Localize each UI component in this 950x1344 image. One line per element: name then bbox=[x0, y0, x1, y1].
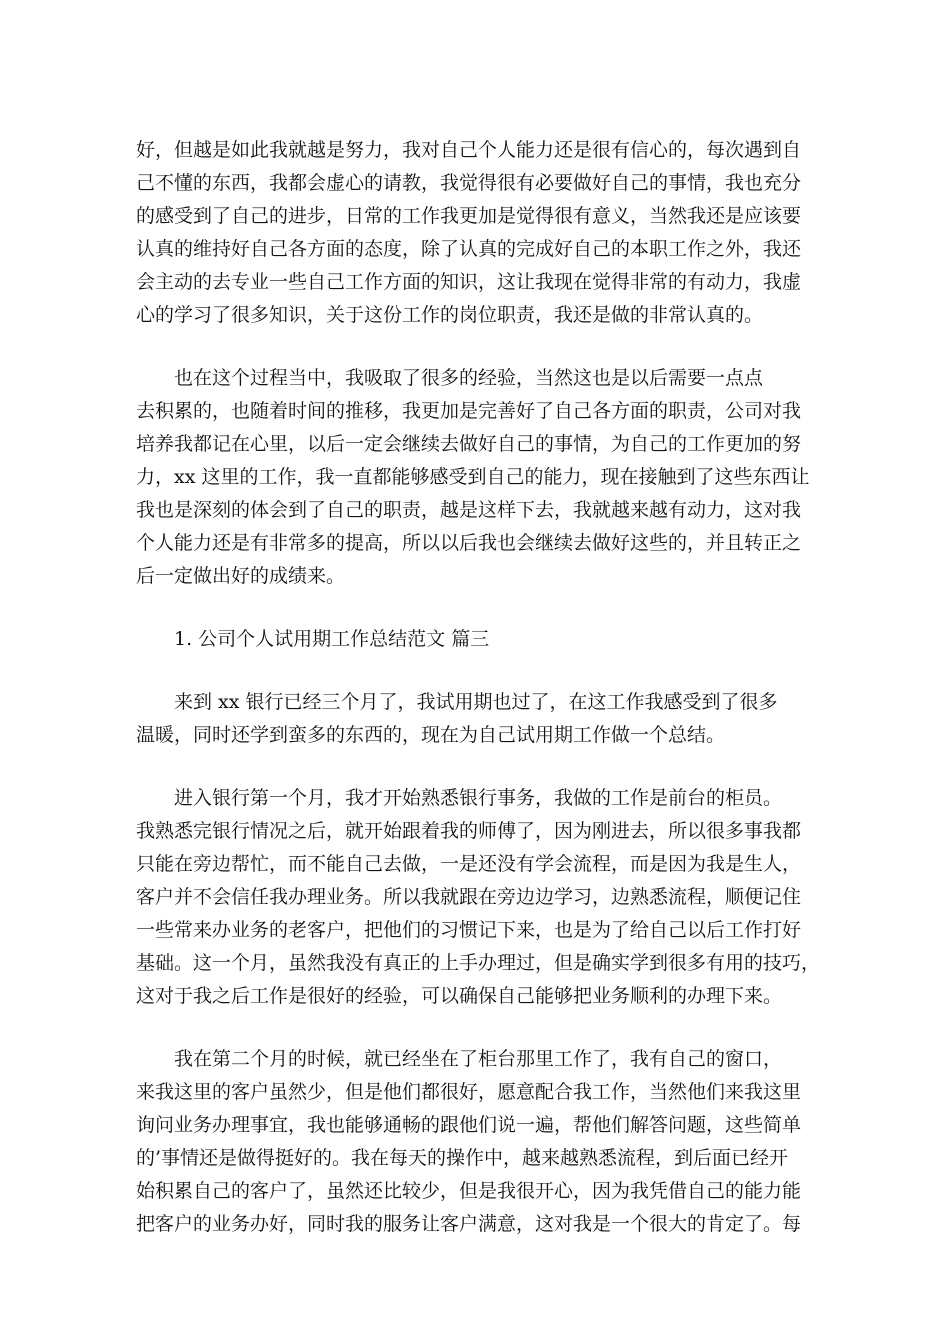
paragraph-4 bbox=[136, 782, 826, 1013]
text-line: 温暖，同时还学到蛮多的东西的，现在为自己试用期工作做一个总结。 bbox=[136, 724, 726, 746]
text-line: 把客户的业务办好，同时我的服务让客户满意，这对我是一个很大的肯定了。每 bbox=[136, 1213, 802, 1235]
document-page bbox=[136, 134, 826, 1271]
text-line: 来我这里的客户虽然少，但是他们都很好，愿意配合我工作，当然他们来我这里 bbox=[136, 1081, 802, 1103]
text-line: 好，但越是如此我就越是努力，我对自己个人能力还是很有信心的，每次遇到自 bbox=[136, 139, 802, 161]
text-line: 只能在旁边帮忙，而不能自己去做，一是还没有学会流程，而是因为我是生人， bbox=[136, 853, 802, 875]
text-line: 询问业务办理事宜，我也能够通畅的跟他们说一遍，帮他们解答问题，这些简单 bbox=[136, 1114, 802, 1136]
text-line: 己不懂的东西，我都会虚心的请教，我觉得很有必要做好自己的事情，我也充分 bbox=[136, 172, 802, 194]
text-line: 培养我都记在心里，以后一定会继续去做好自己的事情，为自己的工作更加的努 bbox=[136, 433, 802, 455]
text-line: 心的学习了很多知识，关于这份工作的岗位职责，我还是做的非常认真的。 bbox=[136, 304, 764, 326]
paragraph-1 bbox=[136, 134, 826, 332]
text-line: 客户并不会信任我办理业务。所以我就跟在旁边边学习，边熟悉流程，顺便记住 bbox=[136, 886, 802, 908]
text-line: 会主动的去专业一些自己工作方面的知识，这让我现在觉得非常的有动力，我虚 bbox=[136, 271, 802, 293]
text-line: 一些常来办业务的老客户，把他们的习惯记下来，也是为了给自己以后工作打好 bbox=[136, 919, 802, 941]
text-line: 去积累的，也随着时间的推移，我更加是完善好了自己各方面的职责，公司对我 bbox=[136, 400, 802, 422]
text-line: 我也是深刻的体会到了自己的职责，越是这样下去，我就越来越有动力，这对我 bbox=[136, 499, 802, 521]
text-line: 基础。这一个月，虽然我没有真正的上手办理过，但是确实学到很多有用的技巧， bbox=[136, 952, 821, 974]
text-line: 这对于我之后工作是很好的经验，可以确保自己能够把业务顺利的办理下来。 bbox=[136, 985, 783, 1007]
text-line: 的感受到了自己的进步，日常的工作我更加是觉得很有意义，当然我还是应该要 bbox=[136, 205, 802, 227]
heading-text: 1. 公司个人试用期工作总结范文 篇三 bbox=[174, 628, 490, 650]
paragraph-2 bbox=[136, 362, 826, 593]
paragraph-5 bbox=[136, 1043, 826, 1241]
paragraph-3 bbox=[136, 686, 826, 752]
text-line: 的’事情还是做得挺好的。我在每天的操作中，越来越熟悉流程，到后面已经开 bbox=[136, 1147, 789, 1169]
text-line: 力，xx 这里的工作，我一直都能够感受到自己的能力，现在接触到了这些东西让 bbox=[136, 466, 810, 488]
text-line: 来到 xx 银行已经三个月了，我试用期也过了，在这工作我感受到了很多 bbox=[136, 691, 778, 713]
text-line: 我在第二个月的时候，就已经坐在了柜台那里工作了，我有自己的窗口， bbox=[136, 1048, 783, 1070]
section-heading bbox=[136, 623, 826, 656]
text-line: 始积累自己的客户了，虽然还比较少，但是我很开心，因为我凭借自己的能力能 bbox=[136, 1180, 802, 1202]
text-line: 进入银行第一个月，我才开始熟悉银行事务，我做的工作是前台的柜员。 bbox=[136, 787, 783, 809]
text-line: 认真的维持好自己各方面的态度，除了认真的完成好自己的本职工作之外，我还 bbox=[136, 238, 802, 260]
text-line: 也在这个过程当中，我吸取了很多的经验，当然这也是以后需要一点点 bbox=[136, 367, 764, 389]
text-line: 后一定做出好的成绩来。 bbox=[136, 565, 346, 587]
text-line: 我熟悉完银行情况之后，就开始跟着我的师傅了，因为刚进去，所以很多事我都 bbox=[136, 820, 802, 842]
text-line: 个人能力还是有非常多的提高，所以以后我也会继续去做好这些的，并且转正之 bbox=[136, 532, 802, 554]
